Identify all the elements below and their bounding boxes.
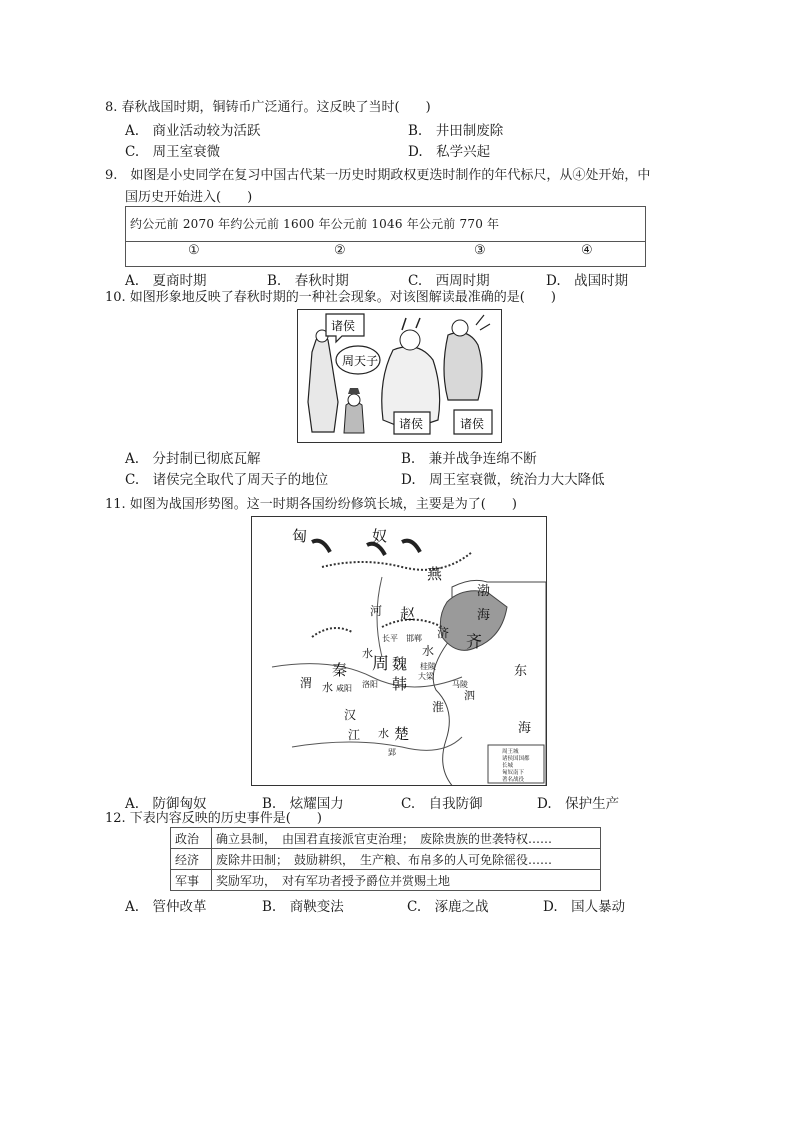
- bubble-label-1: 诸侯: [331, 319, 356, 333]
- bubble-label-2: 周天子: [342, 354, 379, 368]
- map-shui-3: 水: [322, 681, 333, 694]
- map-ji: 济: [437, 626, 450, 640]
- q9-option-b: B. 春秋时期: [267, 273, 349, 289]
- q12-option-a: A. 管仲改革: [125, 899, 207, 915]
- q10-option-b: B. 兼并战争连绵不断: [401, 451, 537, 467]
- q9-option-c: C. 西周时期: [408, 273, 490, 289]
- q12-stem: 12. 下表内容反映的历史事件是( ): [105, 811, 322, 826]
- map-han: 韩: [392, 675, 408, 693]
- map-yan: 燕: [427, 565, 443, 583]
- timeline-mark-1: ①: [188, 243, 200, 258]
- map-jiang: 江: [348, 728, 361, 742]
- legend-2: 诸侯国国都: [502, 756, 530, 762]
- q12-option-b: B. 商鞅变法: [262, 899, 344, 915]
- map-wei-river: 渭: [300, 676, 313, 690]
- q12-option-c: C. 涿鹿之战: [407, 899, 489, 915]
- timeline-mark-2: ②: [334, 243, 346, 258]
- q8-option-b: B. 井田制废除: [408, 123, 504, 139]
- map-huai: 淮: [432, 700, 445, 714]
- q8-option-c: C. 周王室衰微: [125, 144, 221, 160]
- table-row: [171, 828, 601, 849]
- map-shui-1: 水: [422, 644, 435, 658]
- q11-option-a: A. 防御匈奴: [125, 796, 207, 812]
- row-body-economy: 废除井田制； 鼓励耕织， 生产粮、布帛多的人可免除徭役……: [212, 849, 601, 870]
- q11-option-b: B. 炫耀国力: [262, 796, 344, 812]
- q8-option-d: D. 私学兴起: [408, 144, 491, 160]
- map-bohai-2: 海: [477, 608, 491, 623]
- table-row: [171, 870, 601, 891]
- map-handan: 邯郸: [406, 634, 422, 643]
- legend-1: 周王城: [502, 749, 519, 755]
- bubble-label-4: 诸侯: [460, 417, 485, 431]
- bubble-label-3: 诸侯: [399, 417, 424, 431]
- q9-stem-line1: 9. 如图是小史同学在复习中国古代某一历史时期政权更迭时制作的年代标尺，从④处开始，中: [105, 168, 651, 183]
- cartoon-illustration: [298, 310, 501, 442]
- map-illustration: [252, 517, 546, 785]
- map-daliang: 大梁: [418, 672, 434, 681]
- legend-3: 长城: [502, 763, 514, 769]
- timeline-mark-4: ④: [581, 243, 593, 258]
- map-bohai-1: 渤: [477, 584, 491, 599]
- map-changping: 长平: [382, 634, 398, 643]
- map-wei: 魏: [392, 655, 408, 673]
- map-han-river: 汉: [344, 708, 357, 722]
- map-chu: 楚: [394, 725, 410, 743]
- map-luoyang: 洛阳: [362, 680, 378, 689]
- map-si: 泗: [464, 689, 475, 702]
- map-zhao: 赵: [400, 605, 416, 623]
- warring-states-map: [251, 516, 547, 786]
- legend-4: 匈奴南下: [502, 770, 525, 776]
- map-zhou: 周: [372, 654, 389, 674]
- timeline-box: [125, 206, 646, 267]
- q11-stem: 11. 如图为战国形势图。这一时期各国纷纷修筑长城，主要是为了( ): [105, 497, 517, 512]
- legend-5: 著名战役: [502, 777, 525, 783]
- cartoon-figure: [297, 309, 502, 443]
- q10-stem: 10. 如图形象地反映了春秋时期的一种社会现象。对该图解读最准确的是( ): [105, 290, 556, 305]
- map-qi: 齐: [466, 632, 483, 651]
- row-body-military: 奖励军功， 对有军功者授予爵位并赏赐土地: [212, 870, 601, 891]
- row-body-politics: 确立县制， 由国君直接派官吏治理； 废除贵族的世袭特权……: [212, 828, 601, 849]
- map-maling: 马陵: [452, 680, 468, 689]
- q11-option-c: C. 自我防御: [401, 796, 483, 812]
- q10-option-c: C. 诸侯完全取代了周天子的地位: [125, 472, 329, 488]
- q9-option-a: A. 夏商时期: [125, 273, 207, 289]
- map-xianyang: 咸阳: [336, 684, 352, 693]
- map-xiongnu-1: 匈: [292, 527, 308, 545]
- reform-table: [170, 827, 601, 891]
- q12-option-d: D. 国人暴动: [543, 899, 626, 915]
- row-head-politics: 政治: [171, 828, 212, 849]
- q9-stem-line2: 国历史开始进入( ): [125, 190, 253, 205]
- map-hai: 海: [518, 721, 532, 736]
- q10-option-a: A. 分封制已彻底瓦解: [125, 451, 261, 467]
- map-he: 河: [370, 604, 383, 618]
- map-shui-2: 水: [362, 647, 373, 660]
- map-dong: 东: [514, 664, 528, 679]
- row-head-economy: 经济: [171, 849, 212, 870]
- q9-option-d: D. 战国时期: [546, 273, 629, 289]
- q8-option-a: A. 商业活动较为活跃: [125, 123, 261, 139]
- map-guiling: 桂陵: [420, 662, 436, 671]
- map-xiongnu-2: 奴: [372, 527, 388, 545]
- q10-option-d: D. 周王室衰微，统治力大大降低: [401, 472, 605, 488]
- table-row: [171, 849, 601, 870]
- q8-stem: 8. 春秋战国时期，铜铸币广泛通行。这反映了当时( ): [105, 100, 431, 115]
- row-head-military: 军事: [171, 870, 212, 891]
- map-shui-4: 水: [378, 727, 389, 740]
- map-ying: 郢: [388, 748, 396, 757]
- q11-option-d: D. 保护生产: [537, 796, 620, 812]
- timeline-dates: 约公元前 2070 年约公元前 1600 年公元前 1046 年公元前 770 年: [126, 207, 645, 242]
- timeline-mark-3: ③: [474, 243, 486, 258]
- map-qin: 秦: [332, 661, 348, 679]
